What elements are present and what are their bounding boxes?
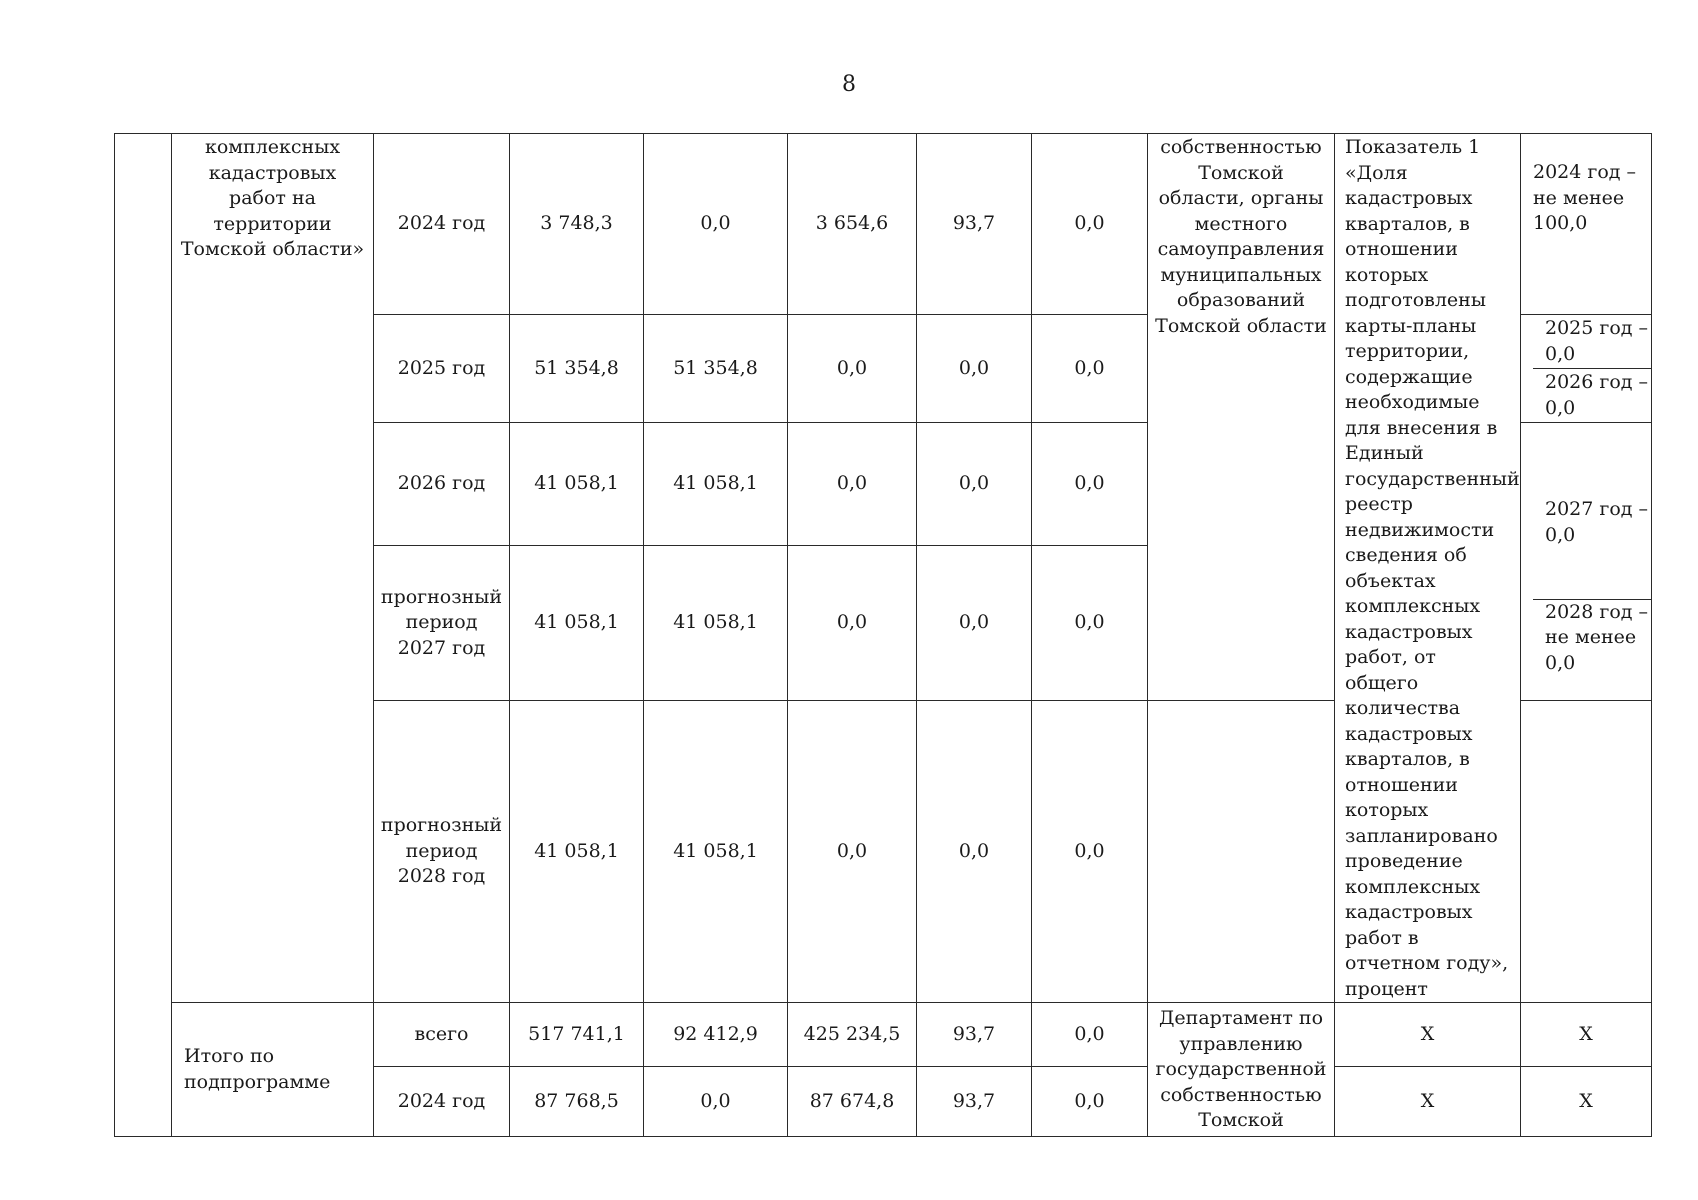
total-responsible: Департамент по управлению государственной собственностью Томской xyxy=(1148,1003,1335,1137)
total-cell: 41 058,1 xyxy=(510,701,644,1003)
federal-cell: 0,0 xyxy=(644,1067,788,1137)
target-cell-split xyxy=(1521,315,1652,423)
local-cell: 0,0 xyxy=(917,423,1032,546)
responsible-cell: собственностью Томской области, органы местного самоуправления муниципальных образований Томской области xyxy=(1148,134,1335,701)
federal-cell: 41 058,1 xyxy=(644,423,788,546)
responsible-cell-empty xyxy=(1148,701,1335,1003)
target-cell: Х xyxy=(1521,1067,1652,1137)
total-cell: 3 748,3 xyxy=(510,134,644,315)
target-cell-empty xyxy=(1521,701,1652,1003)
local-cell: 93,7 xyxy=(917,1003,1032,1067)
number-cell xyxy=(115,134,172,1137)
period-cell: 2026 год xyxy=(374,423,510,546)
federal-cell: 0,0 xyxy=(644,134,788,315)
total-cell: 517 741,1 xyxy=(510,1003,644,1067)
indicator-cell: Х xyxy=(1335,1067,1521,1137)
target-2027: 2027 год – 0,0 xyxy=(1533,447,1651,600)
period-cell: прогнозный период 2028 год xyxy=(374,701,510,1003)
total-label: Итого по подпрограмме xyxy=(172,1003,374,1137)
regional-cell: 0,0 xyxy=(788,546,917,701)
local-cell: 93,7 xyxy=(917,134,1032,315)
local-cell: 0,0 xyxy=(917,546,1032,701)
target-cell xyxy=(1521,134,1652,315)
target-2025: 2025 год – 0,0 xyxy=(1533,315,1651,369)
total-cell: 41 058,1 xyxy=(510,546,644,701)
target-2028: 2028 год – не менее 0,0 xyxy=(1545,600,1649,674)
table-row xyxy=(115,1003,1652,1067)
target-cell: Х xyxy=(1521,1003,1652,1067)
regional-cell: 87 674,8 xyxy=(788,1067,917,1137)
other-cell: 0,0 xyxy=(1032,1067,1148,1137)
target-2024: 2024 год – не менее 100,0 xyxy=(1533,161,1637,234)
period-cell: 2024 год xyxy=(374,1067,510,1137)
regional-cell: 3 654,6 xyxy=(788,134,917,315)
federal-cell: 41 058,1 xyxy=(644,546,788,701)
period-cell: всего xyxy=(374,1003,510,1067)
other-cell: 0,0 xyxy=(1032,423,1148,546)
other-cell: 0,0 xyxy=(1032,1003,1148,1067)
federal-cell: 51 354,8 xyxy=(644,315,788,423)
indicator-cell: Показатель 1 «Доля кадастровых кварталов, в отношении которых подготовлены карты-планы территории, содержащие необходимые для внесения в Единый государственный реестр недвижимости сведения об объектах комплексных кадастровых работ, от общего количества кадастровых кварталов, в отношении которых запланировано проведение комплексных кадастровых работ в отчетном году», процент xyxy=(1335,134,1521,1003)
other-cell: 0,0 xyxy=(1032,701,1148,1003)
page-number: 8 xyxy=(842,72,856,97)
total-cell: 51 354,8 xyxy=(510,315,644,423)
table-row xyxy=(115,134,1652,315)
total-cell: 87 768,5 xyxy=(510,1067,644,1137)
indicator-cell: Х xyxy=(1335,1003,1521,1067)
target-2026: 2026 год – 0,0 xyxy=(1545,371,1649,419)
regional-cell: 0,0 xyxy=(788,423,917,546)
period-cell: 2025 год xyxy=(374,315,510,423)
target-cell-split xyxy=(1521,423,1652,701)
regional-cell: 0,0 xyxy=(788,315,917,423)
total-cell: 41 058,1 xyxy=(510,423,644,546)
regional-cell: 425 234,5 xyxy=(788,1003,917,1067)
period-cell: прогнозный период 2027 год xyxy=(374,546,510,701)
other-cell: 0,0 xyxy=(1032,546,1148,701)
other-cell: 0,0 xyxy=(1032,315,1148,423)
section-name: комплексных кадастровых работ на территории Томской области» xyxy=(172,134,374,1003)
federal-cell: 41 058,1 xyxy=(644,701,788,1003)
local-cell: 0,0 xyxy=(917,701,1032,1003)
local-cell: 0,0 xyxy=(917,315,1032,423)
federal-cell: 92 412,9 xyxy=(644,1003,788,1067)
other-cell: 0,0 xyxy=(1032,134,1148,315)
period-cell: 2024 год xyxy=(374,134,510,315)
regional-cell: 0,0 xyxy=(788,701,917,1003)
subprogram-table xyxy=(114,133,1652,1137)
local-cell: 93,7 xyxy=(917,1067,1032,1137)
